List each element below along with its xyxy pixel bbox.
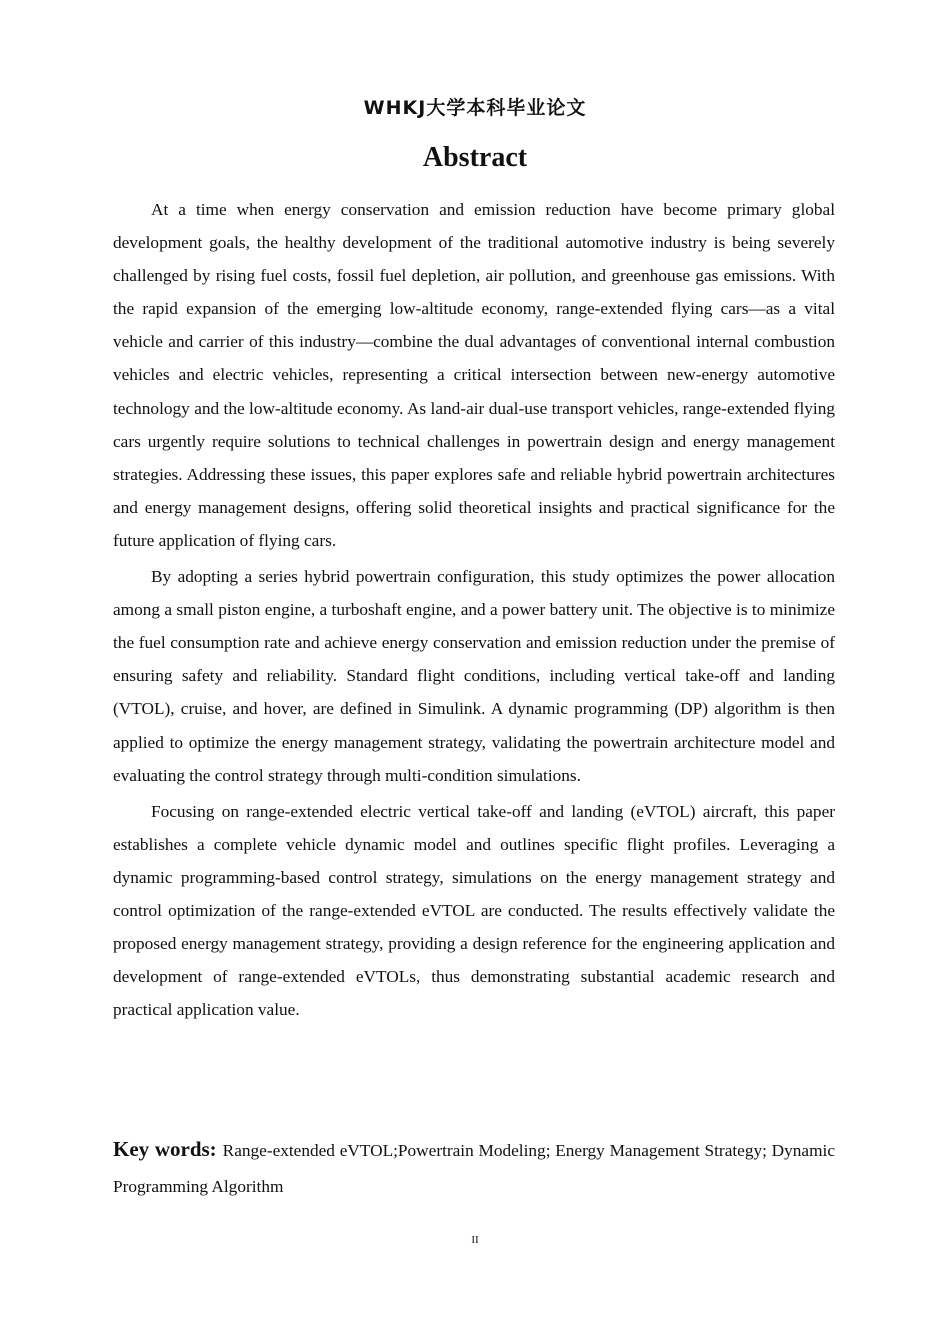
abstract-paragraph-2: By adopting a series hybrid powertrain configuration, this study optimizes the power allocation among a small piston engine, a turboshaft engine, and a power battery unit. The objective is to minimize the fuel consumption rate and achieve energy conservation and emission reduction under the premise of ensuring safety and reliability. Standard flight conditions, including vertical take-off and landing (VTOL), cruise, and hover, are defined in Simulink. A dynamic programming (DP) algorithm is then applied to optimize the energy management strategy, validating the powertrain architecture model and evaluating the control strategy through multi-condition simulations. — [113, 567, 835, 785]
abstract-paragraph-1: At a time when energy conservation and emission reduction have become primary global development goals, the healthy development of the traditional automotive industry is being severely challenged by rising fuel costs, fossil fuel depletion, air pollution, and greenhouse gas emissions. With the rapid expansion of the emerging low-altitude economy, range-extended flying cars—as a vital vehicle and carrier of this industry—combine the dual advantages of conventional internal combustion vehicles and electric vehicles, representing a critical intersection between new-energy automotive technology and the low-altitude economy. As land-air dual-use transport vehicles, range-extended flying cars urgently require solutions to technical challenges in powertrain design and energy management strategies. Addressing these issues, this paper explores safe and reliable hybrid powertrain architectures and energy management designs, offering solid theoretical insights and practical significance for the future application of flying cars. — [113, 200, 835, 550]
abstract-title: Abstract — [422, 142, 528, 173]
abstract-paragraph-3: Focusing on range-extended electric vertical take-off and landing (eVTOL) aircraft, this paper establishes a complete vehicle dynamic model and outlines specific flight profiles. Leveraging a dynamic programming-based control strategy, simulations on the energy management strategy and control optimization of the range-extended eVTOL are conducted. The results effectively validate the proposed energy management strategy, providing a design reference for the engineering application and development of range-extended eVTOLs, thus demonstrating substantial academic research and practical application value. — [113, 801, 835, 1020]
keywords-text: Range-extended eVTOL;Powertrain Modeling; Energy Management Strategy; Dynamic Programming Algorithm — [113, 1141, 835, 1196]
keywords-separator: : — [209, 1137, 217, 1161]
page-number: II — [471, 1234, 479, 1246]
keywords-label: Key words — [113, 1137, 210, 1161]
running-header: WHKJ大学本科毕业论文 — [363, 97, 587, 119]
keywords-section — [113, 1131, 835, 1205]
abstract-body — [113, 193, 835, 1029]
